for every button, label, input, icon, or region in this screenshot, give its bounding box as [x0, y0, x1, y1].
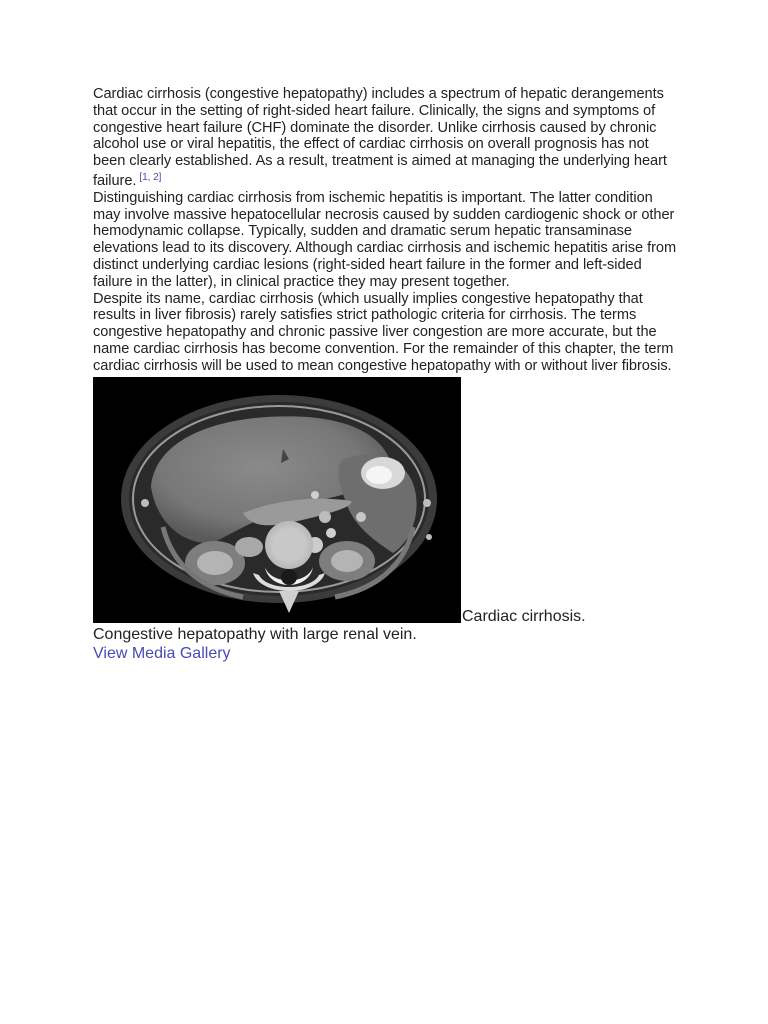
article-content — [93, 86, 677, 663]
figure-caption-body: Congestive hepatopathy with large renal vein. — [93, 625, 417, 643]
article-paragraph-3: Despite its name, cardiac cirrhosis (which usually implies congestive hepatopathy that results in liver fibrosis) rarely satisfies strict pathologic criteria for cirrhosis. The terms congestive hepatopathy and chronic passive liver congestion are more accurate, but the name cardiac cirrhosis has become convention. For the remainder of this chapter, the term cardiac cirrhosis will be used to mean congestive hepatopathy with or without liver fibrosis. — [93, 290, 674, 374]
citation-link[interactable]: [1, 2] — [139, 171, 162, 183]
paragraph-1-text: Cardiac cirrhosis (congestive hepatopathy) includes a spectrum of hepatic derangements that occur in the setting of right-sided heart failure. Clinically, the signs and symptoms of congestive heart failure (CHF) dominate the disorder. Unlike cirrhosis caused by chronic alcohol use or viral hepatitis, the effect of cardiac cirrhosis on overall prognosis has not been clearly established. As a result, treatment is aimed at managing the underlying heart failure. — [93, 86, 667, 189]
figure-caption-title: Cardiac cirrhosis. — [462, 607, 586, 625]
ct-scan-image[interactable] — [93, 377, 461, 623]
article-paragraph-2: Distinguishing cardiac cirrhosis from ischemic hepatitis is important. The latter condition may involve massive hepatocellular necrosis caused by sudden cardiogenic shock or other hemodynamic collapse. Typically, sudden and dramatic serum hepatic transaminase elevations lead to its discovery. Although cardiac cirrhosis and ischemic hepatitis arise from distinct underlying cardiac lesions (right-sided heart failure in the former and left-sided failure in the latter), in clinical practice they may present together. — [93, 189, 677, 290]
article-paragraph-1 — [93, 86, 677, 190]
view-media-gallery-link[interactable]: View Media Gallery — [93, 644, 231, 662]
figure — [93, 377, 677, 623]
